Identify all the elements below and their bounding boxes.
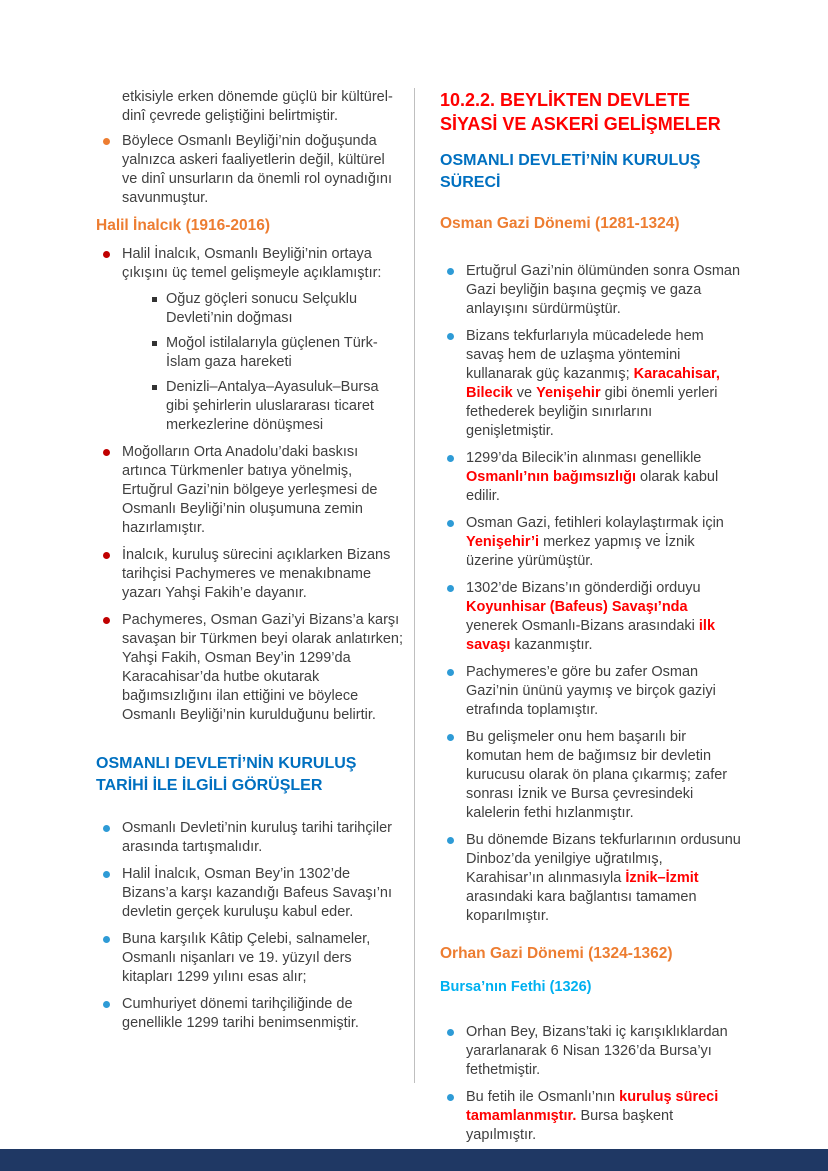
text-segment: Bursa başkent yapılmıştır. xyxy=(466,1108,674,1143)
bursa-bullet-list xyxy=(440,1023,742,1145)
bullet-item xyxy=(466,831,742,926)
right-column xyxy=(440,88,742,1153)
bullet-item xyxy=(122,245,404,435)
orhan-gazi-donemi-heading: Orhan Gazi Dönemi (1324-1362) xyxy=(440,945,673,962)
column-divider xyxy=(414,88,415,1083)
emphasis-text: Yenişehir xyxy=(536,385,601,401)
text-segment: 1302’de Bizans’ın gönderdiği orduyu xyxy=(466,580,701,596)
text-segment: gibi önemli yerleri fethederek beyliğin sınırlarını genişletmiştir. xyxy=(466,385,718,439)
bullet-item xyxy=(122,995,404,1033)
text-segment: kazanmıştır. xyxy=(510,637,593,653)
text-segment: Bizans tekfurlarıyla mücadelede hem savaş hem de uzlaşma yöntemini kullanarak güç kazanmış; xyxy=(466,328,704,382)
text-segment: 1299’da Bilecik’in alınması genellikle xyxy=(466,450,702,466)
bullet-item xyxy=(466,449,742,506)
bullet-item xyxy=(466,728,742,823)
bullet-item xyxy=(466,1088,742,1145)
bursa-fethi-heading: Bursa’nın Fethi (1326) xyxy=(440,979,592,995)
text-segment: Böylece Osmanlı Beyliği’nin doğuşunda yalnızca askeri faaliyetlerin değil, kültürel ve dinî unsurların da önemli rol oynadığını savunmuştur. xyxy=(122,133,393,206)
text-segment: Halil İnalcık, Osmanlı Beyliği’nin ortaya çıkışını üç temel gelişmeyle açıklamıştır: xyxy=(122,246,382,281)
text-segment: Buna karşılık Kâtip Çelebi, salnameler, Osmanlı nişanları ve 19. yüzyıl ders kitapları 1299 yılını esas alır; xyxy=(122,931,371,985)
emphasis-text: Koyunhisar (Bafeus) Savaşı’nda xyxy=(466,599,688,615)
bullet-item xyxy=(466,579,742,655)
intro-bullet-list xyxy=(96,132,404,208)
halil-inalcik-heading: Halil İnalcık (1916-2016) xyxy=(96,217,271,234)
bullet-item xyxy=(466,327,742,441)
text-segment: Orhan Bey, Bizans’taki iç karışıklıklardan yararlanarak 6 Nisan 1326’da Bursa’yı fethetmiştir. xyxy=(466,1024,728,1078)
text-segment: merkez yapmış ve İznik üzerine yürümüştür. xyxy=(466,534,695,569)
halil-bullet-list xyxy=(96,245,404,725)
emphasis-text: Karacahisar, xyxy=(633,366,720,382)
sub-bullet-item: Oğuz göçleri sonucu Selçuklu Devleti’nin doğması xyxy=(166,290,404,328)
text-segment: Halil İnalcık, Osman Bey’in 1302’de Bizans’a karşı kazandığı Bafeus Savaşı’nı devletin gerçek kuruluşu kabul eder. xyxy=(122,866,393,920)
osman-bullet-list xyxy=(440,262,742,926)
text-segment: Bu gelişmeler onu hem başarılı bir komutan hem de bağımsız bir devletin kurucusu olarak ön plana çıkarmış; zafer sonrası İznik ve Bursa çevresindeki kalelerin fethi hızlanmıştır. xyxy=(466,729,728,821)
text-segment: arasındaki kara bağlantısı tamamen koparılmıştır. xyxy=(466,889,697,924)
text-segment: Ertuğrul Gazi’nin ölümünden sonra Osman Gazi beyliğin başına geçmiş ve gaza anlayışını sürdürmüştür. xyxy=(466,263,741,317)
bullet-item xyxy=(466,663,742,720)
footer-bar xyxy=(0,1149,828,1171)
emphasis-text: ilk savaşı xyxy=(466,618,716,653)
gorusler-bullet-list xyxy=(96,819,404,1033)
text-segment: ve xyxy=(512,385,537,401)
emphasis-text: İznik–İzmit xyxy=(625,870,699,886)
text-segment: Osmanlı Devleti’nin kuruluş tarihi tarihçiler arasında tartışmalıdır. xyxy=(122,820,392,855)
text-segment: Bu fetih ile Osmanlı’nın xyxy=(466,1089,620,1105)
sub-bullet-list xyxy=(122,290,404,435)
bullet-item xyxy=(122,819,404,857)
bullet-item xyxy=(466,1023,742,1080)
text-segment: Bu dönemde Bizans tekfurlarının ordusunu Dinboz’da yenilgiye uğratılmış, Karahisar’ın alınmasıyla xyxy=(466,832,741,886)
osman-gazi-donemi-heading: Osman Gazi Dönemi (1281-1324) xyxy=(440,215,680,232)
text-segment: Cumhuriyet dönemi tarihçiliğinde de genellikle 1299 tarihi benimsenmiştir. xyxy=(122,996,359,1031)
bullet-item xyxy=(122,546,404,603)
emphasis-text: Yenişehir’i xyxy=(466,534,540,550)
bullet-item xyxy=(122,443,404,538)
continuation-paragraph: etkisiyle erken dönemde güçlü bir kültürel-dinî çevrede geliştiğini belirtmiştir. xyxy=(122,89,393,124)
kurulus-tarihi-gorusler-heading: OSMANLI DEVLETİ’NİN KURULUŞ TARİHİ İLE İLGİLİ GÖRÜŞLER xyxy=(96,755,357,794)
bullet-item xyxy=(122,611,404,725)
emphasis-text: Osmanlı’nın bağımsızlığı xyxy=(466,469,636,485)
bullet-item xyxy=(122,865,404,922)
bullet-item xyxy=(122,930,404,987)
text-segment: Moğolların Orta Anadolu’daki baskısı artınca Türkmenler batıya yönelmiş, Ertuğrul Gazi’nin bölgeye yerleşmesi de Osmanlı Beyliği’nin oluşumuna zemin hazırlamıştır. xyxy=(122,444,378,536)
text-segment: olarak kabul edilir. xyxy=(466,469,719,504)
bullet-item xyxy=(466,514,742,571)
bullet-item xyxy=(466,262,742,319)
sub-bullet-item: Moğol istilalarıyla güçlenen Türk-İslam gaza hareketi xyxy=(166,334,404,372)
emphasis-text: kuruluş süreci tamamlanmıştır. xyxy=(466,1089,719,1124)
text-segment: İnalcık, kuruluş sürecini açıklarken Bizans tarihçisi Pachymeres ve menakıbname yazarı Yahşi Fakih’e dayanır. xyxy=(122,547,391,601)
emphasis-text: Bilecik xyxy=(466,385,513,401)
text-segment: Osman Gazi, fetihleri kolaylaştırmak için xyxy=(466,515,724,531)
section-heading: 10.2.2. BEYLİKTEN DEVLETE SİYASİ VE ASKERİ GELİŞMELER xyxy=(440,90,721,134)
text-segment: Pachymeres’e göre bu zafer Osman Gazi’nin ününü yaymış ve birçok gaziyi etrafında toplamıştır. xyxy=(466,664,716,718)
text-segment: Pachymeres, Osman Gazi’yi Bizans’a karşı savaşan bir Türkmen beyi olarak anlatırken; Yahşi Fakih, Osman Bey’in 1299’da Karacahisar’da hutbe okutarak bağımsızlığını ilan ettiğini ve böylece Osmanlı Beyliği’nin kurulduğunu belirtir. xyxy=(122,612,404,723)
left-column xyxy=(96,88,404,1041)
bullet-item xyxy=(122,132,404,208)
kurulus-sureci-heading: OSMANLI DEVLETİ’NİN KURULUŞ SÜRECİ xyxy=(440,152,701,191)
sub-bullet-item: Denizli–Antalya–Ayasuluk–Bursa gibi şehirlerin uluslararası ticaret merkezlerine dönüşmesi xyxy=(166,378,404,435)
text-segment: yenerek Osmanlı-Bizans arasındaki xyxy=(466,618,699,634)
